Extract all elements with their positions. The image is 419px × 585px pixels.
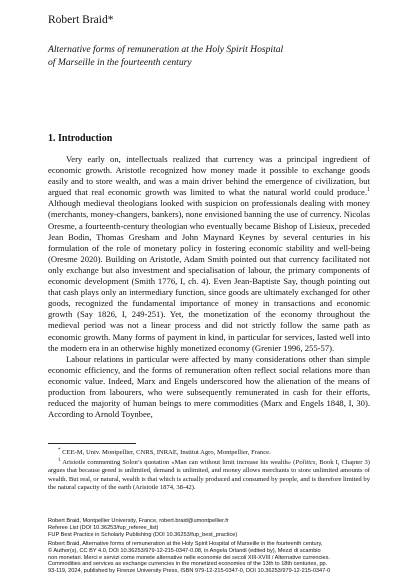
chapter-title-line-1: Alternative forms of remuneration at the Holy Spirit Hospital bbox=[48, 44, 284, 55]
publication-metadata bbox=[48, 518, 378, 575]
footnote-1-text-b: , Book I, Chapter 3) argues that because greed is unlimited, demand is unlimited, and money allows merchants to store unlimited amounts of wealth. But real, or natural, wealth is that which is actually produced and consumed by people, and is therefore limited by the natural capacity of the earth (Aristotle 1874, 38-42). bbox=[48, 459, 370, 491]
footnote-ref-1[interactable]: 1 bbox=[367, 187, 370, 194]
footnote-1 bbox=[48, 459, 370, 492]
chapter-title-line-2: of Marseille in the fourteenth century bbox=[48, 56, 192, 68]
meta-author-email: Robert Braid, Montpellier University, France, robert.braid@umontpellier.fr bbox=[48, 518, 229, 524]
footnote-divider bbox=[48, 443, 136, 444]
meta-best-practice[interactable]: FUP Best Practice in Scholarly Publishing (DOI 10.36253/fup_best_practice) bbox=[48, 531, 238, 538]
chapter-title bbox=[48, 44, 378, 69]
section-heading: 1. Introduction bbox=[48, 133, 113, 144]
footnote-author-mark: * bbox=[58, 447, 61, 453]
paragraph-1-part-a: Very early on, intellectuals realized that currency was a principal ingredient of economic growth. Aristotle recognized how money made it possible to exchange goods easily and to store wealth, and was a main driver behind the emergence of civilization, but argued that real economic growth was limited to what the natural world could produce. bbox=[48, 154, 370, 198]
meta-citation-2: © Author(s), CC BY 4.0, DOI 10.36253/979-12-215-0347-0.08, in Angela Orlandi (edited by), Mezzi di scambio bbox=[48, 547, 321, 554]
author-name: Robert Braid* bbox=[48, 14, 114, 26]
paragraph-2: Labour relations in particular were affected by many considerations other than simple economic efficiency, and the forms of remuneration often reflect social relations more than economic value. Indeed, Marx and Engels underscored how the alienation of the means of production from labourers, who were subsequently remunerated in cash for their efforts, reduced the majority of human beings to mere commodities (Marx and Engels 1848, I, 30). According to Arnold Toynbee, bbox=[48, 353, 370, 420]
meta-referee-list[interactable]: Referee List (DOI 10.36253/fup_referee_list) bbox=[48, 524, 159, 531]
paragraph-1 bbox=[48, 154, 370, 354]
paragraph-1-part-b: Although medieval theologians looked with suspicion on professionals dealing with money (merchants, money-changers, bankers), none envisioned banning the use of currency. Nicolas Oresme, a fourteenth-century theologian who eventually became Bishop of Lisieux, preceded Jean Bodin, Thomas Gresham and John Maynard Keynes by several centuries in his formulation of the role of monetary policy in fostering economic stability and well-being (Oresme 2020). Building on Aristotle, Adam Smith pointed out that currency facilitated not only exchange but also investment and specialisation of labour, the primary components of economic development (Smith 1776, I, ch. 4). Even Jean-Baptiste Say, though pointing out that cash plays only an intermediary function, since goods are ultimately exchanged for other goods, recognized the fundamental importance of money in transactions and economic growth (Say 1826, I, 249-251). Yet, the monetization of the economy throughout the medieval period was not a linear process and did not strictly follow the same path as economic growth. Many forms of payment in kind, in particular for services, lasted well into the modern era in an otherwise highly monetized economy (Grenier 1996, 255-57). bbox=[48, 198, 370, 353]
footnote-author-text: CEE-M, Univ. Montpellier, CNRS, INRAE, Institut Agro, Montpellier, France. bbox=[62, 449, 271, 456]
footnote-1-text-a: Aristotle commenting Solon’s quotation «Man can without limit increase his wealth» ( bbox=[62, 459, 296, 467]
body-text bbox=[48, 154, 370, 420]
footnote-1-mark: 1 bbox=[58, 458, 61, 464]
meta-citation-3: non monetari. Merci e servizi come monete alternative nelle economie dei secoli XIII-XVIII / Alternative currencies. bbox=[48, 554, 330, 561]
meta-citation-4: Commodities and services as exchange currencies in the monetized economies of the 13th to 18th centuries, pp. bbox=[48, 561, 328, 568]
footnote-author bbox=[48, 449, 370, 457]
meta-citation-5: 93-119, 2024, published by Firenze University Press, ISBN 979-12-215-0347-0, DOI 10.36253/979-12-215-0347-0 bbox=[48, 568, 331, 575]
footnote-1-italic: Politics bbox=[295, 459, 316, 467]
footnotes bbox=[48, 449, 370, 494]
meta-citation-1: Robert Braid, Alternative forms of remuneration at the Holy Spirit Hospital of Marseille in the fourteenth century, bbox=[48, 540, 323, 547]
